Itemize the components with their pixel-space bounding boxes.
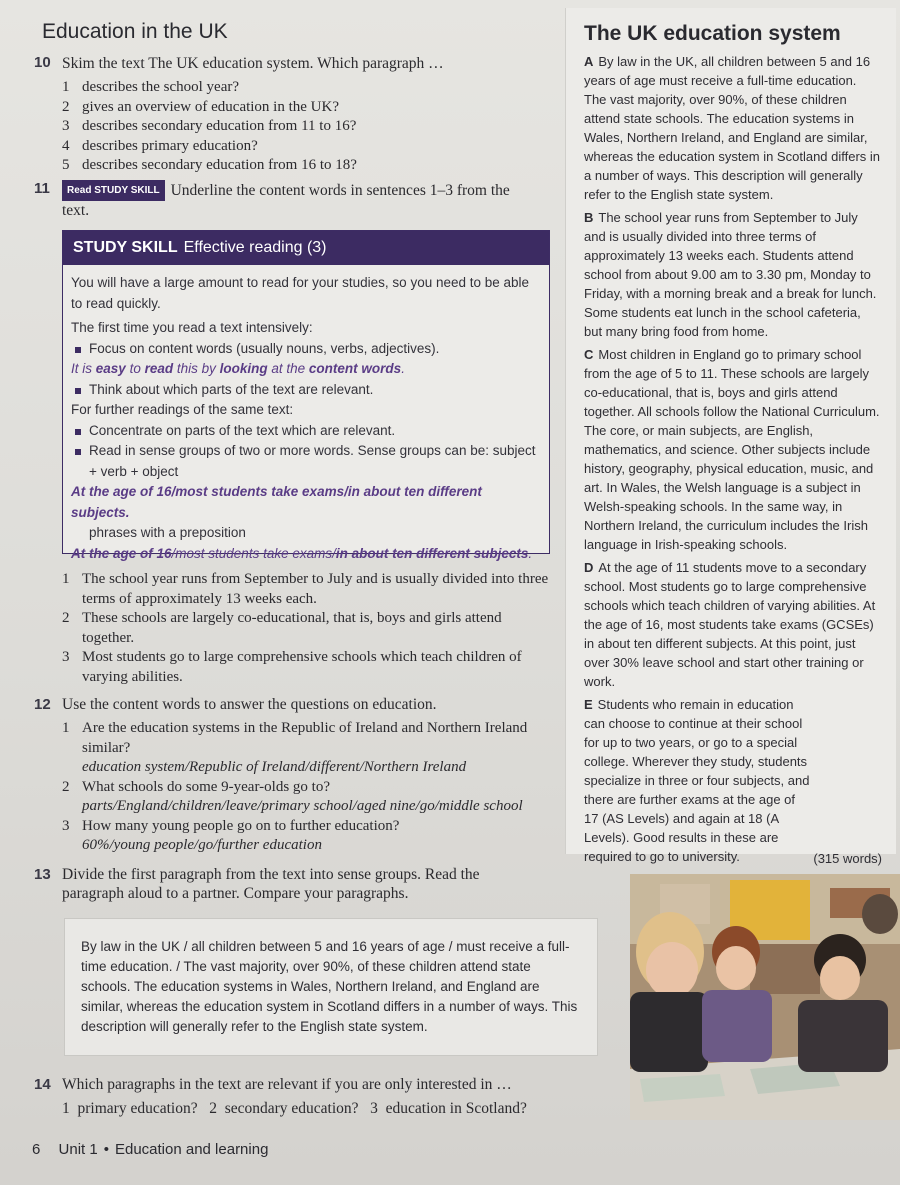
example-sentence: It is easy to read this by looking at the content words. [71,361,405,376]
list-item: 1 The school year runs from September to July and is usually divided into three terms of approximately 13 weeks each. [62,571,549,607]
bullet-item: Focus on content words (usually nouns, verbs, adjectives). [71,339,541,360]
list-item: 3 How many young people go on to further education? 60%/young people/go/further education [62,817,400,853]
question-13-text: Divide the first paragraph from the text into sense groups. Read the paragraph aloud to a partner. Compare your paragraphs. [62,866,480,902]
article-paragraph: C Most children in England go to primary school from the age of 5 to 11. These schools are largely co-educational, that is, boys and girls attend together. All schools follow the National Curriculum. The core, or main subjects, are English, mathematics, and science. Other subjects include history, geography, physical education, music, and art. In Wales, the Welsh language is a subject in Welsh-speaking schools. In the same way, in Northern Ireland, the curriculum includes the Irish language in Irish-speaking schools. [584,347,880,552]
question-12-list [62,719,562,856]
list-item: 2 What schools do some 9-year-olds go to? parts/England/children/leave/primary school/aged nine/go/middle school [62,778,523,814]
question-number-13: 13 [34,866,51,883]
study-skill-header: STUDY SKILL Effective reading (3) [63,231,549,265]
example-sentence: At the age of 16/most students take exams/in about ten different subjects. [71,545,533,561]
list-item: 3 Most students go to large comprehensive schools which teach children of varying abilities. [62,649,522,685]
page-number: 6 [32,1141,41,1158]
example-sentence: At the age of 16/most students take exams/in about ten different subjects. [71,484,482,520]
children-reading-illustration [630,874,900,1120]
list-item: 4 describes primary education? [62,137,258,154]
question-11-text: Read STUDY SKILL Underline the content words in sentences 1–3 from the text. [62,182,510,219]
sense-groups-box: By law in the UK / all children between 5 and 16 years of age / must receive a full-time education. / The vast majority, over 90%, of these children attend state schools. The education systems in Wales, Northern Ireland, and England are similar, whereas the education system in Scotland differs in a number of ways. This description will generally refer to the English state system. [64,918,598,1056]
bullet-item: Concentrate on parts of the text which are relevant. [71,421,541,442]
article-title: The UK education system [584,22,841,45]
list-item: 3 describes secondary education from 11 to 16? [62,118,357,134]
bullet-item: Think about which parts of the text are relevant. [71,380,541,401]
page-footer: 6 Unit 1 • Education and learning [32,1141,269,1158]
list-item: 1 describes the school year? [62,79,240,95]
bullet-item: Read in sense groups of two or more words. Sense groups can be: subject + verb + object [71,441,541,482]
list-item: 5 describes secondary education from 16 to 18? [62,157,357,173]
article-paragraph: D At the age of 11 students move to a secondary school. Most students go to large comprehensive schools which teach children of varying abilities. At the age of 16, most students take exams (GCSEs) in about ten different subjects. At this point, just over 30% leave school and start other training or work. [584,560,876,689]
section-title: Education in the UK [42,20,228,43]
question-number-14: 14 [34,1076,51,1093]
question-14-text: Which paragraphs in the text are relevant if you are only interested in … [62,1076,512,1093]
study-skill-intro: You will have a large amount to read for your studies, so you need to be able to read quickly. [71,275,530,311]
article-paragraph: A By law in the UK, all children between 5 and 16 years of age must receive a full-time education. The vast majority, over 90%, of these children attend state schools. The education systems in Wales, Northern Ireland, and England are similar, whereas the education system in Scotland differs in a number of ways. This description will generally refer to the English state system. [584,54,881,202]
question-10-list [62,78,542,176]
classroom-photo [630,874,900,1120]
question-14-options: 1 primary education? 2 secondary education? 3 education in Scotland? [62,1100,527,1117]
article-paragraph: B The school year runs from September to July and is usually divided into three terms of approximately 13 weeks each. Students attend school from about 9.00 am to 3.30 pm, Monday to Friday, with a morning break and a break for lunch. Some students eat lunch in the school cafeteria, but many bring food from home. [584,210,877,339]
question-11-list [62,570,552,687]
question-number-12: 12 [34,696,51,713]
list-item: 1 Are the education systems in the Republic of Ireland and Northern Ireland similar? education system/Republic of Ireland/different/Northern Ireland [62,720,528,775]
question-12-text: Use the content words to answer the questions on education. [62,696,437,713]
list-item: 2 These schools are largely co-educational, that is, boys and girls attend together. [62,610,502,646]
read-study-skill-badge: Read STUDY SKILL [62,180,165,201]
article-paragraph: E Students who remain in education can choose to continue at their school for up to two years, or go to a special college. Wherever they study, students specialize in three or four subjects, and there are further exams at the age of 17 (AS Levels) and again at 18 (A Levels). Good results in these are required to go to university. [584,697,810,864]
study-skill-box: STUDY SKILL Effective reading (3) You will have a large amount to read for your studies, so you need to be able to read quickly. The first time you read a text intensively: Focus on content words (usually nouns, verbs, adjectives). It is easy to read this by looking at the content words. Think about which parts of the text are relevant. For further readings of the same text: Concentrate on parts of the text which are relevant. Read in sense groups of two or more words. Sense groups can be: subject + verb + object At the age of 16/most students take exams/in about ten different subjects. phrases with a preposition At the age of 16/most students take exams/in about ten different subjects. [62,230,550,554]
word-count: (315 words) [813,851,882,866]
question-number-10: 10 [34,54,51,71]
article-panel [566,8,896,866]
question-10-text: Skim the text The UK education system. Which paragraph … [62,55,444,72]
question-number-11: 11 [34,180,50,197]
list-item: 2 gives an overview of education in the UK? [62,98,339,115]
